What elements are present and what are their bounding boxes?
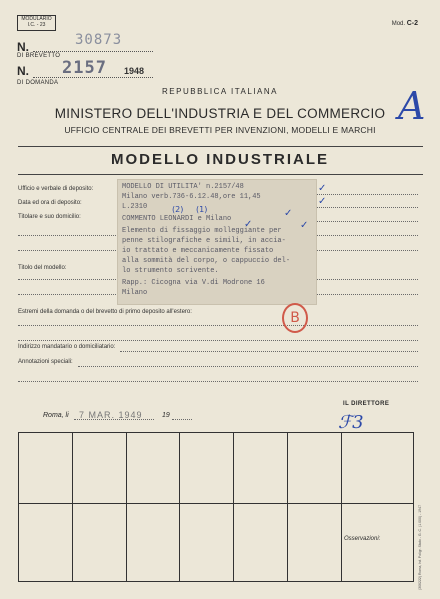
observations-label: Osservazioni: bbox=[344, 536, 381, 542]
ministry-heading: MINISTERO DELL'INDUSTRIA E DEL COMMERCIO bbox=[54, 106, 386, 121]
register-grid bbox=[18, 432, 414, 582]
brevetto-number: 30873 bbox=[75, 32, 123, 48]
grid-col-3 bbox=[179, 433, 180, 581]
grid-row-1 bbox=[19, 503, 413, 504]
brevetto-label: DI BREVETTO bbox=[17, 53, 61, 59]
title-rule-top bbox=[18, 146, 423, 147]
grid-col-5 bbox=[287, 433, 288, 581]
checkmark-3: ✓ bbox=[284, 208, 293, 219]
data-ora-label: Data ed ora di deposito: bbox=[18, 200, 82, 206]
estremi-line-2 bbox=[18, 340, 418, 341]
slip-line-9: lo strumento scrivente. bbox=[122, 267, 219, 275]
office-heading: UFFICIO CENTRALE DEI BREVETTI PER INVENZIONI, MODELLI E MARCHI bbox=[64, 125, 376, 135]
year-line bbox=[172, 419, 192, 420]
checkmark-1: ✓ bbox=[318, 183, 327, 194]
year-suffix: 19 bbox=[162, 412, 170, 419]
typed-slip bbox=[118, 180, 316, 304]
indirizzo-label: Indirizzo mandatario o domiciliatario: bbox=[18, 344, 116, 350]
model-code bbox=[392, 20, 418, 27]
domanda-number: 2157 bbox=[62, 58, 107, 78]
slip-line-8: alla sommità del corpo, o cappuccio del- bbox=[122, 257, 291, 265]
brevetto-line bbox=[33, 51, 153, 52]
ufficio-label: Ufficio e verbale di deposito: bbox=[18, 186, 94, 192]
printer-imprint: (306222) Roma, Ist. Poligr. Stato - G. C. (1.000) - 1947 bbox=[418, 504, 422, 590]
n-label-brevetto: N. bbox=[17, 40, 29, 54]
grid-col-4 bbox=[233, 433, 234, 581]
form-title: MODELLO INDUSTRIALE bbox=[111, 151, 329, 168]
grid-col-1 bbox=[72, 433, 73, 581]
n-label-domanda: N. bbox=[17, 64, 29, 78]
indirizzo-line bbox=[120, 351, 418, 352]
grid-col-2 bbox=[126, 433, 127, 581]
date-stamp: 7 MAR. 1949 bbox=[79, 410, 143, 420]
title-rule-bottom bbox=[18, 174, 423, 175]
annotazioni-label: Annotazioni speciali: bbox=[18, 359, 73, 365]
model-code-prefix: Mod. bbox=[391, 21, 406, 27]
domanda-label: DI DOMANDA bbox=[17, 80, 59, 86]
slip-line-5: Elemento di fissaggio molleggiante per bbox=[122, 227, 282, 235]
annotazioni-line bbox=[78, 366, 418, 367]
place-label: Roma, li bbox=[43, 412, 69, 419]
grid-col-6 bbox=[341, 433, 342, 581]
domanda-year: 1948 bbox=[124, 66, 145, 76]
model-code-value: C-2 bbox=[406, 20, 418, 27]
checkmark-5: ✓ bbox=[244, 219, 253, 230]
slip-line-3: L.2310 bbox=[122, 203, 148, 211]
director-signature: ℱ3 bbox=[338, 412, 364, 433]
titolo-label: Titolo del modello: bbox=[18, 265, 67, 271]
handwritten-a-mark: A bbox=[398, 84, 426, 128]
paren-mark-2: (2) bbox=[172, 205, 184, 214]
slip-line-11: Milano bbox=[122, 289, 148, 297]
checkmark-2: ✓ bbox=[318, 196, 327, 207]
slip-line-4: COMMENTO LEONARDI e Milano bbox=[122, 215, 232, 223]
modulario-badge bbox=[17, 15, 56, 31]
titolare-label: Titolare e suo domicilio: bbox=[18, 214, 81, 220]
slip-line-6: penne stilografiche e simili, in accia- bbox=[122, 237, 286, 245]
slip-line-7: io trattato e meccanicamente fissato bbox=[122, 247, 274, 255]
badge-line2: I.C. - 23 bbox=[27, 22, 46, 28]
slip-line-2: Milano verb.736-6.12.48,ore 11,45 bbox=[122, 193, 261, 201]
slip-line-10: Rapp.: Cicogna via V.di Modrone 16 bbox=[122, 279, 265, 287]
republic-heading: REPUBBLICA ITALIANA bbox=[162, 87, 278, 96]
slip-line-1: MODELLO DI UTILITA' n.2157/48 bbox=[122, 183, 244, 191]
estremi-line bbox=[18, 325, 418, 326]
paren-mark-1: (1) bbox=[196, 205, 208, 214]
annotazioni-line-2 bbox=[18, 381, 418, 382]
director-label: IL DIRETTORE bbox=[343, 401, 390, 407]
badge-line1: MODULARIO bbox=[21, 16, 52, 22]
red-circled-mark: B bbox=[282, 303, 308, 333]
estremi-label: Estremi della domanda o del brevetto di primo deposito all'estero: bbox=[18, 309, 192, 315]
checkmark-4: ✓ bbox=[300, 220, 309, 231]
